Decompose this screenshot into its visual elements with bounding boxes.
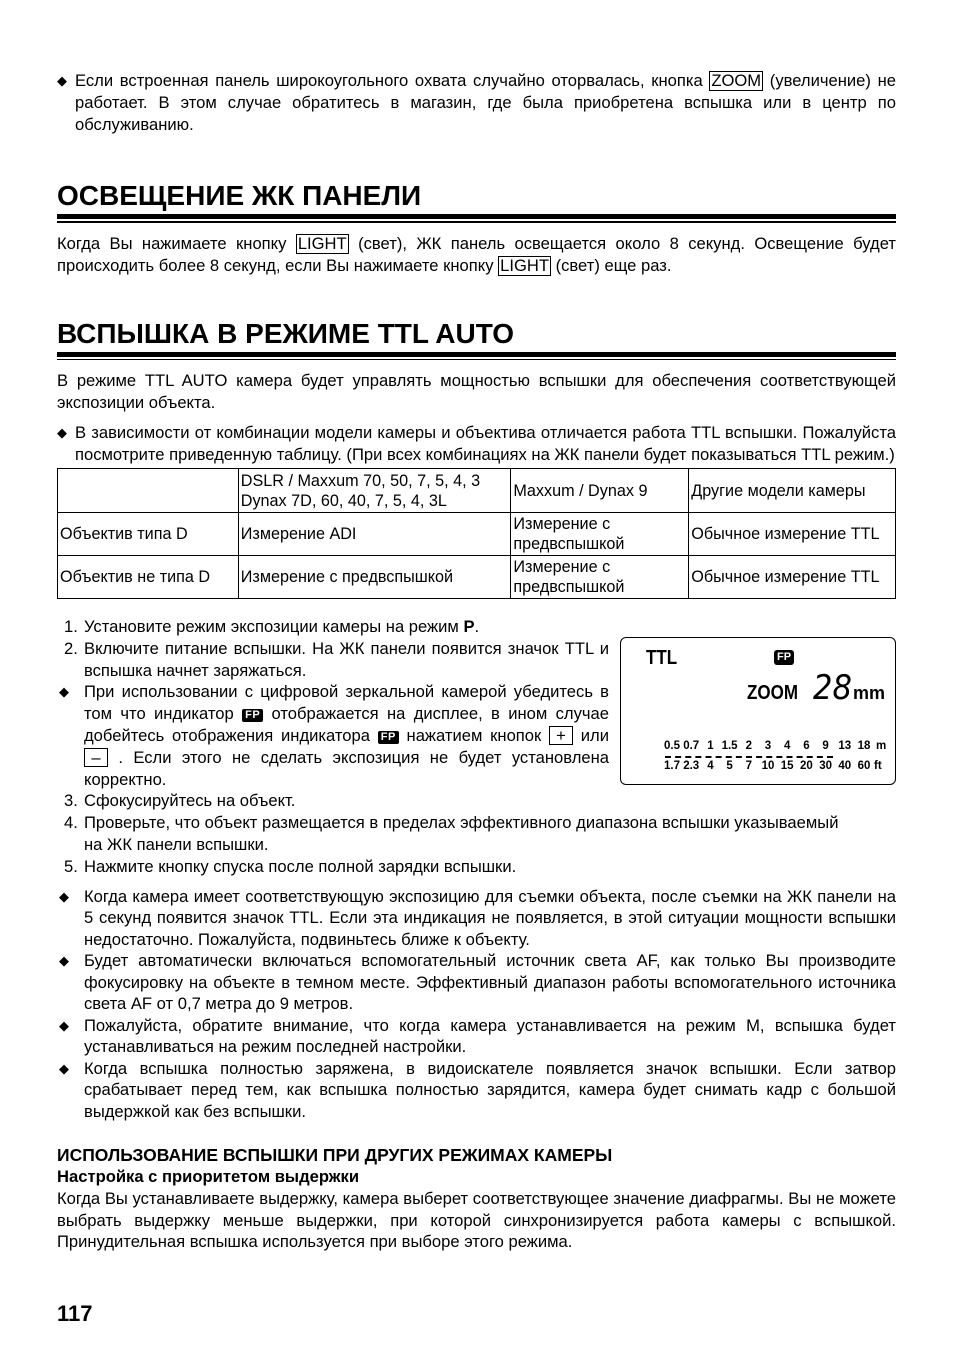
zoom-note: [57, 70, 896, 136]
lcd-zoom-value: 28: [813, 668, 852, 708]
fp-text-1: При использовании с цифровой зеркальной камерой убедитесь в том что индикатор: [84, 682, 609, 724]
lcd-meter-tick-label: 6: [803, 740, 810, 752]
lcd-section-text: [57, 233, 896, 277]
lcd-meter-tick-label: 18: [857, 740, 871, 752]
page-number: 117: [57, 1301, 93, 1326]
diamond-bullet-icon: ◆: [59, 1060, 69, 1076]
lcd-meter-unit: m: [876, 740, 887, 752]
note-text: Пожалуйста, обратите внимание, что когда камера устанавливается на режим M, вспышка будет устанавливаться на режим последней настройки.: [84, 1015, 896, 1057]
lcd-feet-tick-label: 30: [819, 760, 832, 772]
step-number: 1.: [64, 617, 78, 636]
lcd-feet-tick-label: 2.3: [683, 760, 700, 772]
table-cell: DSLR / Maxxum 70, 50, 7, 5, 4, 3 Dynax 7D, 60, 40, 7, 5, 4, 3L: [238, 469, 511, 513]
step-text-end: .: [474, 617, 480, 636]
table-cell: Обычное измерение TTL: [689, 556, 896, 599]
fp-indicator-icon: FP: [378, 731, 399, 744]
note-text: Когда камера имеет соответствующую экспозицию для съемки объекта, после съемки на ЖК панели на 5 секунд появится значок TTL. Если эта индикация не появляется, в этой ситуации мощности вспышки недостаточно. Пожалуйста, подвиньтесь ближе к объекту.: [84, 886, 896, 949]
section-rule-thick: [57, 352, 896, 357]
diamond-bullet-icon: ◆: [57, 73, 67, 88]
step-text: Включите питание вспышки. На ЖК панели появится значок TTL и вспышка начнет заряжаться.: [84, 638, 609, 680]
diamond-bullet-icon: ◆: [59, 1017, 69, 1033]
table-cell: Обычное измерение TTL: [689, 513, 896, 556]
step-item: [57, 812, 857, 856]
lcd-meter-tick-label: 0.7: [683, 740, 700, 752]
fp-text-or: или: [573, 725, 609, 745]
diamond-bullet-icon: ◆: [59, 684, 69, 700]
zoom-note-text-2: (увеличение) не работает. В этом случае обратитесь в магазин, где была приобретена вспышка или в центр по обслуживанию.: [75, 71, 896, 134]
note-item: [57, 1058, 896, 1123]
lcd-meter-tick-label: 3: [764, 740, 772, 752]
fp-bullet: [57, 681, 609, 790]
lcd-feet-tick-label: 4: [707, 760, 714, 772]
step-number: 3.: [64, 791, 78, 811]
lcd-feet-tick-label: 20: [799, 760, 813, 772]
table-cell: Измерение ADI: [238, 513, 511, 556]
lcd-meter-tick-label: 4: [783, 740, 791, 752]
table-cell: Объектив типа D: [58, 513, 239, 556]
minus-button-label: –: [84, 748, 108, 767]
lcd-feet-tick-label: 40: [838, 760, 852, 772]
note-text: Когда вспышка полностью заряжена, в видоискателе появляется значок вспышки. Если затвор срабатывает перед тем, как вспышка полностью зарядится, камера будет снимать кадр с большой выдержкой как без вспышки.: [84, 1058, 896, 1121]
step-text: Нажмите кнопку спуска после полной зарядки вспышки.: [84, 856, 517, 876]
light-button-label: LIGHT: [297, 233, 347, 253]
step-item: [57, 790, 857, 812]
fp-text-2: отображается на дисплее, в ином случае добейтесь отображения индикатора: [84, 704, 609, 745]
zoom-button-label: ZOOM: [711, 71, 762, 90]
step-number: 4.: [64, 813, 78, 833]
step-number: 5.: [64, 856, 78, 876]
diamond-bullet-icon: ◆: [57, 425, 67, 440]
zoom-note-text-1: Если встроенная панель широкоугольного охвата случайно оторвалась, кнопка: [75, 71, 710, 90]
table-cell: Объектив не типа D: [58, 556, 239, 599]
other-modes-title: ИСПОЛЬЗОВАНИЕ ВСПЫШКИ ПРИ ДРУГИХ РЕЖИМАХ КАМЕРЫ: [57, 1145, 613, 1166]
step-number: 2.: [64, 638, 78, 658]
lcd-zoom-label: ZOOM: [747, 682, 798, 704]
lcd-zoom-unit: mm: [853, 683, 886, 703]
fp-indicator-icon: FP: [242, 709, 263, 722]
step-item: [57, 856, 857, 878]
table-cell: [58, 469, 239, 513]
step-item: [57, 638, 609, 682]
step-text: Сфокусируйтесь на объект.: [84, 791, 296, 811]
shutter-priority-text: Когда Вы устанавливаете выдержку, камера выберет соответствующее значение диафрагмы. Вы не можете выбрать выдержку меньше выдержки, при которой синхронизируется работа камеры с вспышкой. Принудительная вспышка используется при выборе этого режима.: [57, 1189, 896, 1252]
note-item: [57, 886, 896, 951]
table-cell: Измерение с предвспышкой: [511, 513, 689, 556]
plus-button-label: +: [549, 726, 573, 745]
lcd-meter-tick-label: 2: [745, 740, 752, 752]
table-row: [58, 513, 896, 556]
note-item: [57, 1015, 896, 1058]
lcd-feet-tick-label: 5: [726, 760, 733, 772]
table-cell: Maxxum / Dynax 9: [511, 469, 689, 513]
lcd-meter-tick-label: 13: [838, 740, 852, 752]
ttl-intro: В режиме TTL AUTO камера будет управлять мощностью вспышки для обеспечения соответствующей экспозиции объекта.: [57, 371, 896, 412]
ttl-section-title: ВСПЫШКА В РЕЖИМЕ TTL AUTO: [57, 317, 515, 349]
shutter-priority-title: Настройка с приоритетом выдержки: [57, 1167, 360, 1187]
diamond-bullet-icon: ◆: [59, 953, 69, 969]
lcd-feet-tick-label: 7: [745, 760, 752, 772]
table-cell: Измерение с предвспышкой: [238, 556, 511, 599]
fp-text-4: . Если этого не сделать экспозиция не будет установлена корректно.: [84, 747, 609, 789]
lcd-feet-tick-label: 1.7: [664, 760, 680, 772]
note-item: [57, 950, 896, 1015]
lcd-text-1: Когда Вы нажимаете кнопку: [57, 233, 296, 253]
lcd-meter-tick-label: 1.5: [721, 740, 738, 752]
ttl-bullet: [57, 422, 896, 466]
steps-list: [57, 616, 609, 790]
lcd-text-3: (свет) еще раз.: [550, 255, 672, 275]
lcd-meter-tick-label: 0.5: [664, 740, 680, 752]
lcd-panel-illustration: [620, 637, 896, 785]
table-row: [58, 556, 896, 599]
table-cell: Другие модели камеры: [689, 469, 896, 513]
table-header-row: [58, 469, 896, 513]
fp-text-3: нажатием кнопок: [398, 725, 550, 745]
lcd-ttl-mode: TTL: [646, 647, 678, 669]
step-text: Проверьте, что объект размещается в пределах эффективного диапазона вспышки указываемый на ЖК панели вспышки.: [84, 813, 839, 854]
lcd-meter-tick-label: 1: [707, 740, 714, 752]
light-button-label-2: LIGHT: [500, 255, 549, 275]
notes-list: [57, 886, 896, 1123]
diamond-bullet-icon: ◆: [59, 888, 69, 904]
lcd-text-2: (свет), ЖК панель освещается около 8 секунд. Освещение будет происходить более 8 секунд, если Вы нажимаете кнопку: [57, 233, 896, 275]
step-item: [57, 616, 609, 638]
lcd-fp-icon: FP: [774, 650, 794, 665]
lcd-feet-tick-label: 10: [761, 760, 775, 772]
note-text: Будет автоматически включаться вспомогательный источник света AF, как только Вы производите фокусировку на объекте в темном месте. Эффективный диапазон работы вспомогательного источника света AF от 0,7 метра до 9 метров.: [84, 951, 896, 1014]
combination-table: [57, 468, 896, 599]
lcd-feet-unit: ft: [874, 760, 882, 772]
table-cell: Измерение с предвспышкой: [511, 556, 689, 599]
ttl-bullet-text: В зависимости от комбинации модели камеры и объектива отличается работа TTL вспышки. Пожалуйста посмотрите приведенную таблицу. (При всех комбинациях на ЖК панели будет показываться TTL режим.): [75, 423, 896, 464]
lcd-feet-tick-label: 15: [780, 760, 794, 772]
section-rule-thick: [57, 214, 896, 219]
mode-p-label: P: [463, 617, 475, 636]
lcd-meter-tick-label: 9: [822, 740, 829, 752]
page-content: [57, 70, 896, 1253]
lcd-feet-tick-label: 60: [857, 760, 871, 772]
step-text: Установите режим экспозиции камеры на режим: [84, 617, 464, 636]
lcd-section-title: ОСВЕЩЕНИЕ ЖК ПАНЕЛИ: [57, 180, 422, 211]
